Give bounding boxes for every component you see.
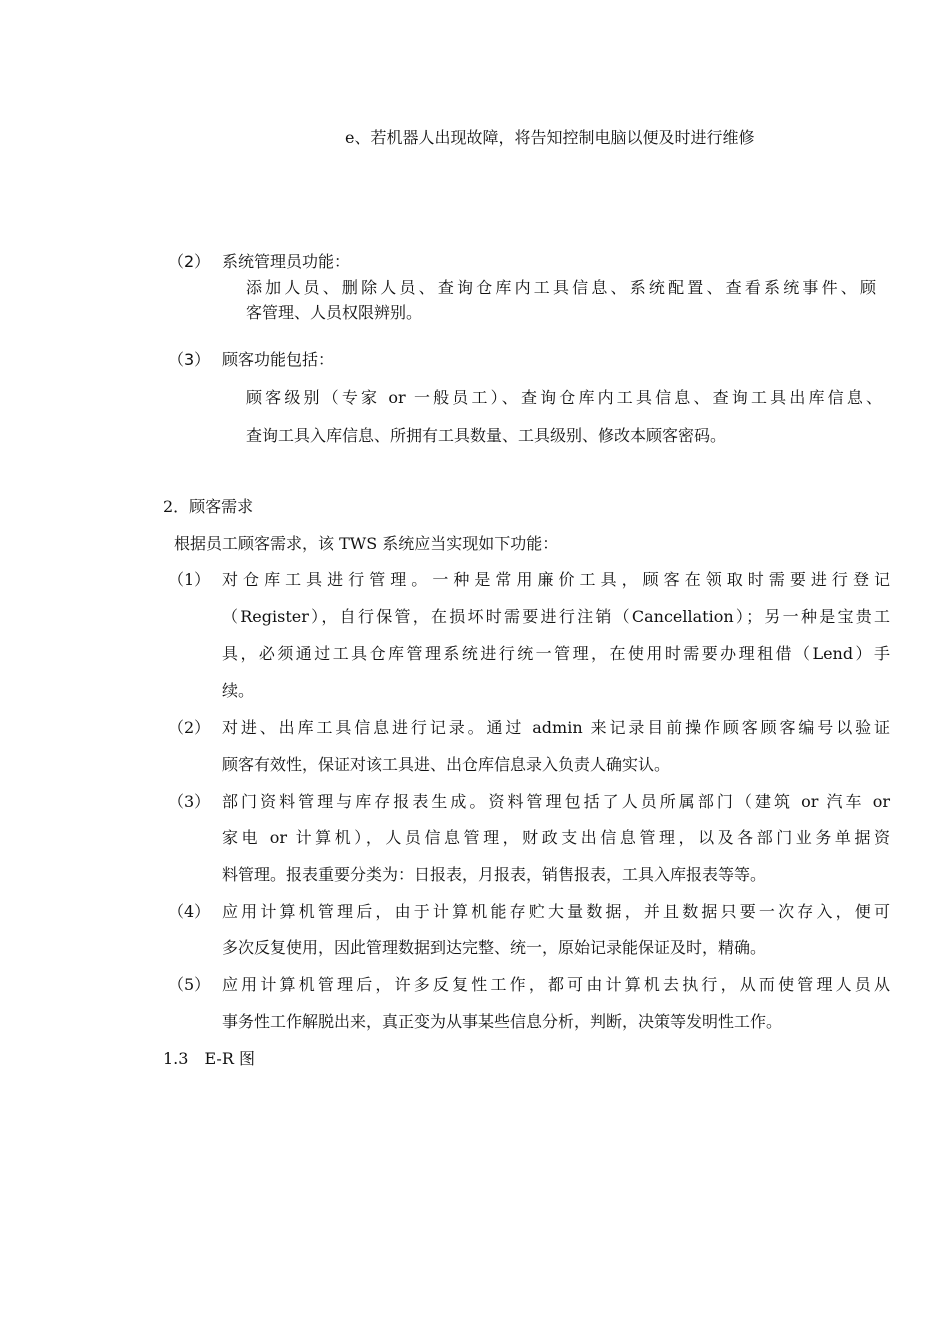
- customer-section-title: 顾客功能包括：: [222, 350, 335, 369]
- line-e: e、若机器人出现故障，将告知控制电脑以便及时进行维修: [345, 128, 755, 147]
- req-item-3-number: （3）: [168, 792, 211, 811]
- customer-section-line: 查询工具入库信息、所拥有工具数量、工具级别、修改本顾客密码。: [246, 426, 727, 445]
- req-item-1-line: 续。: [222, 681, 255, 700]
- admin-section-line: 添加人员、删除人员、查询仓库内工具信息、系统配置、查看系统事件、顾: [246, 278, 876, 297]
- req-item-2-line: 顾客有效性，保证对该工具进、出仓库信息录入负责人确实认。: [222, 755, 671, 774]
- req-item-1-line: 具，必须通过工具仓库管理系统进行统一管理，在使用时需要办理租借（Lend）手: [222, 644, 890, 663]
- req-item-3-line: 家电 or 计算机），人员信息管理，财政支出信息管理，以及各部门业务单据资: [222, 828, 890, 847]
- req-item-4-line: 多次反复使用，因此管理数据到达完整、统一，原始记录能保证及时，精确。: [222, 938, 767, 957]
- section-1-3-heading: 1.3 E-R 图: [163, 1049, 255, 1068]
- req-item-2-line: 对进、出库工具信息进行记录。通过 admin 来记录目前操作顾客顾客编号以验证: [222, 718, 890, 737]
- req-item-1-number: （1）: [168, 570, 211, 589]
- req-item-4-number: （4）: [168, 902, 211, 921]
- req-item-3-line: 料管理。报表重要分类为：日报表，月报表，销售报表，工具入库报表等等。: [222, 865, 767, 884]
- req-item-5-line: 应用计算机管理后，许多反复性工作，都可由计算机去执行，从而使管理人员从: [222, 975, 890, 994]
- req-item-3-line: 部门资料管理与库存报表生成。资料管理包括了人员所属部门（建筑 or 汽车 or: [222, 792, 890, 811]
- customer-section-line: 顾客级别（专家 or 一般员工）、查询仓库内工具信息、查询工具出库信息、: [246, 388, 882, 407]
- req-item-1-line: （Register），自行保管，在损坏时需要进行注销（Cancellation）；另一种是宝贵工: [222, 607, 890, 626]
- admin-section-line: 客管理、人员权限辨别。: [246, 303, 423, 322]
- section-2-intro: 根据员工顾客需求，该 TWS 系统应当实现如下功能：: [174, 534, 559, 553]
- req-item-4-line: 应用计算机管理后，由于计算机能存贮大量数据，并且数据只要一次存入，便可: [222, 902, 890, 921]
- req-item-1-line: 对仓库工具进行管理。一种是常用廉价工具，顾客在领取时需要进行登记: [222, 570, 890, 589]
- req-item-2-number: （2）: [168, 718, 211, 737]
- customer-section-number: （3）: [168, 350, 211, 369]
- req-item-5-line: 事务性工作解脱出来，真正变为从事某些信息分析，判断，决策等发明性工作。: [222, 1012, 783, 1031]
- section-2-heading: 2．顾客需求: [163, 497, 254, 516]
- admin-section-number: （2）: [168, 252, 211, 271]
- admin-section-title: 系统管理员功能：: [222, 252, 351, 271]
- req-item-5-number: （5）: [168, 975, 211, 994]
